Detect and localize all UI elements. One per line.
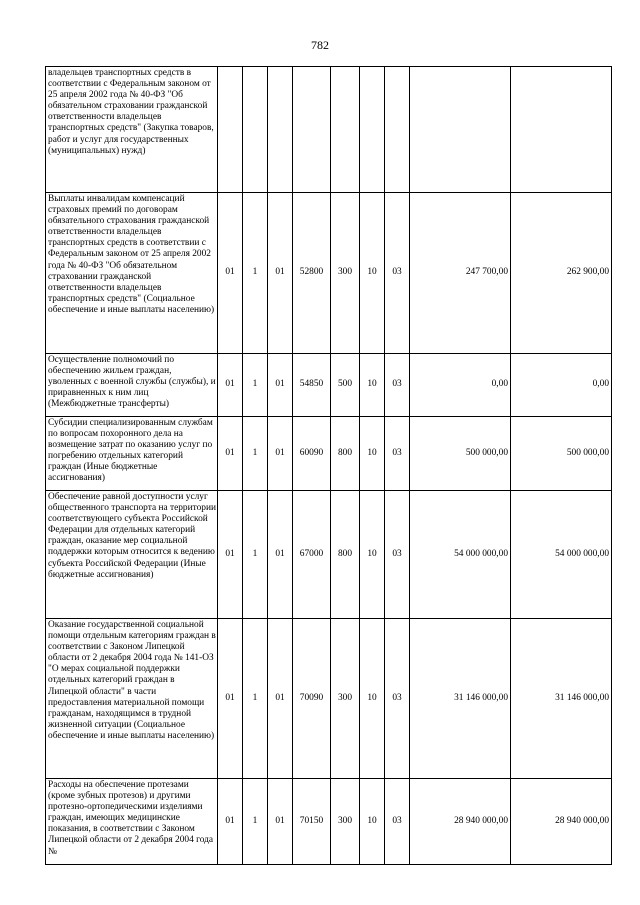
- code-main-event: 01: [268, 779, 293, 865]
- amount-year-2: [511, 67, 612, 193]
- code-main-event: 01: [268, 619, 293, 779]
- table-row: [46, 779, 612, 865]
- table-row: [46, 67, 612, 193]
- code-program: 01: [218, 619, 243, 779]
- row-description: Субсидии специализированным службам по вопросам похоронного дела на возмещение затрат по оказанию услуг по погребению отдельных категорий граждан (Иные бюджетные ассигнования): [46, 417, 218, 491]
- amount-year-1: [410, 67, 511, 193]
- code-main-event: [268, 67, 293, 193]
- code-expense-type: 800: [331, 491, 360, 619]
- amount-year-2: 31 146 000,00: [511, 619, 612, 779]
- code-expense-type: [331, 67, 360, 193]
- code-subsection: 03: [385, 193, 410, 354]
- code-main-event: 01: [268, 417, 293, 491]
- code-main-event: 01: [268, 193, 293, 354]
- row-description: владельцев транспортных средств в соответствии с Федеральным законом от 25 апреля 2002 года № 40-ФЗ "Об обязательном страховании гражданской ответственности владельцев транспортных средств" (Закупка товаров, работ и услуг для государственных (муниципальных) нужд): [46, 67, 218, 193]
- code-subprogram: 1: [243, 193, 268, 354]
- code-direction: 54850: [293, 354, 331, 417]
- code-subprogram: 1: [243, 779, 268, 865]
- row-description: Обеспечение равной доступности услуг общественного транспорта на территории соответствующего субъекта Российской Федерации для отдельных категорий граждан, оказание мер социальной поддержки которым относится к ведению субъекта Российской Федерации (Иные бюджетные ассигнования): [46, 491, 218, 619]
- code-expense-type: 300: [331, 779, 360, 865]
- code-section: 10: [360, 779, 385, 865]
- code-subsection: 03: [385, 619, 410, 779]
- code-direction: 52800: [293, 193, 331, 354]
- code-subsection: [385, 67, 410, 193]
- row-description: Осуществление полномочий по обеспечению жильем граждан, уволенных с военной службы (службы), и приравненных к ним лиц (Межбюджетные трансферты): [46, 354, 218, 417]
- code-subsection: 03: [385, 417, 410, 491]
- code-main-event: 01: [268, 354, 293, 417]
- code-section: 10: [360, 354, 385, 417]
- amount-year-2: 500 000,00: [511, 417, 612, 491]
- code-subprogram: 1: [243, 619, 268, 779]
- code-subprogram: 1: [243, 417, 268, 491]
- table-row: [46, 354, 612, 417]
- code-direction: 70090: [293, 619, 331, 779]
- amount-year-1: 31 146 000,00: [410, 619, 511, 779]
- code-expense-type: 500: [331, 354, 360, 417]
- code-program: 01: [218, 417, 243, 491]
- table-row: [46, 193, 612, 354]
- code-section: 10: [360, 491, 385, 619]
- code-expense-type: 300: [331, 193, 360, 354]
- row-description: Выплаты инвалидам компенсаций страховых премий по договорам обязательного страхования гражданской ответственности владельцев транспортных средств в соответствии с Федеральным законом от 25 апреля 2002 года № 40-ФЗ "Об обязательном страховании гражданской ответственности владельцев транспортных средств" (Социальное обеспечение и иные выплаты населению): [46, 193, 218, 354]
- page-number: 782: [311, 38, 329, 52]
- code-subsection: 03: [385, 491, 410, 619]
- code-program: 01: [218, 779, 243, 865]
- row-description: Расходы на обеспечение протезами (кроме зубных протезов) и другими протезно-ортопедическими изделиями граждан, имеющих медицинские показания, в соответствии с Законом Липецкой области от 2 декабря 2004 года №: [46, 779, 218, 865]
- code-program: [218, 67, 243, 193]
- amount-year-2: 28 940 000,00: [511, 779, 612, 865]
- code-direction: 67000: [293, 491, 331, 619]
- amount-year-2: 262 900,00: [511, 193, 612, 354]
- table-row: [46, 619, 612, 779]
- code-direction: 60090: [293, 417, 331, 491]
- row-description: Оказание государственной социальной помощи отдельным категориям граждан в соответствии с Законом Липецкой области от 2 декабря 2004 года № 141-ОЗ "О мерах социальной поддержки отдельных категорий граждан в Липецкой области" в части предоставления материальной помощи гражданам, находящимся в трудной жизненной ситуации (Социальное обеспечение и иные выплаты населению): [46, 619, 218, 779]
- code-section: 10: [360, 193, 385, 354]
- code-subprogram: 1: [243, 354, 268, 417]
- code-expense-type: 800: [331, 417, 360, 491]
- table-row: [46, 417, 612, 491]
- code-section: 10: [360, 417, 385, 491]
- code-subsection: 03: [385, 779, 410, 865]
- code-subprogram: [243, 67, 268, 193]
- amount-year-1: 54 000 000,00: [410, 491, 511, 619]
- code-section: 10: [360, 619, 385, 779]
- budget-table: [45, 66, 612, 865]
- code-section: [360, 67, 385, 193]
- amount-year-1: 0,00: [410, 354, 511, 417]
- code-main-event: 01: [268, 491, 293, 619]
- code-program: 01: [218, 491, 243, 619]
- code-program: 01: [218, 193, 243, 354]
- code-direction: [293, 67, 331, 193]
- table-row: [46, 491, 612, 619]
- code-program: 01: [218, 354, 243, 417]
- amount-year-1: 247 700,00: [410, 193, 511, 354]
- amount-year-2: 54 000 000,00: [511, 491, 612, 619]
- amount-year-2: 0,00: [511, 354, 612, 417]
- code-subprogram: 1: [243, 491, 268, 619]
- code-subsection: 03: [385, 354, 410, 417]
- code-expense-type: 300: [331, 619, 360, 779]
- amount-year-1: 500 000,00: [410, 417, 511, 491]
- code-direction: 70150: [293, 779, 331, 865]
- amount-year-1: 28 940 000,00: [410, 779, 511, 865]
